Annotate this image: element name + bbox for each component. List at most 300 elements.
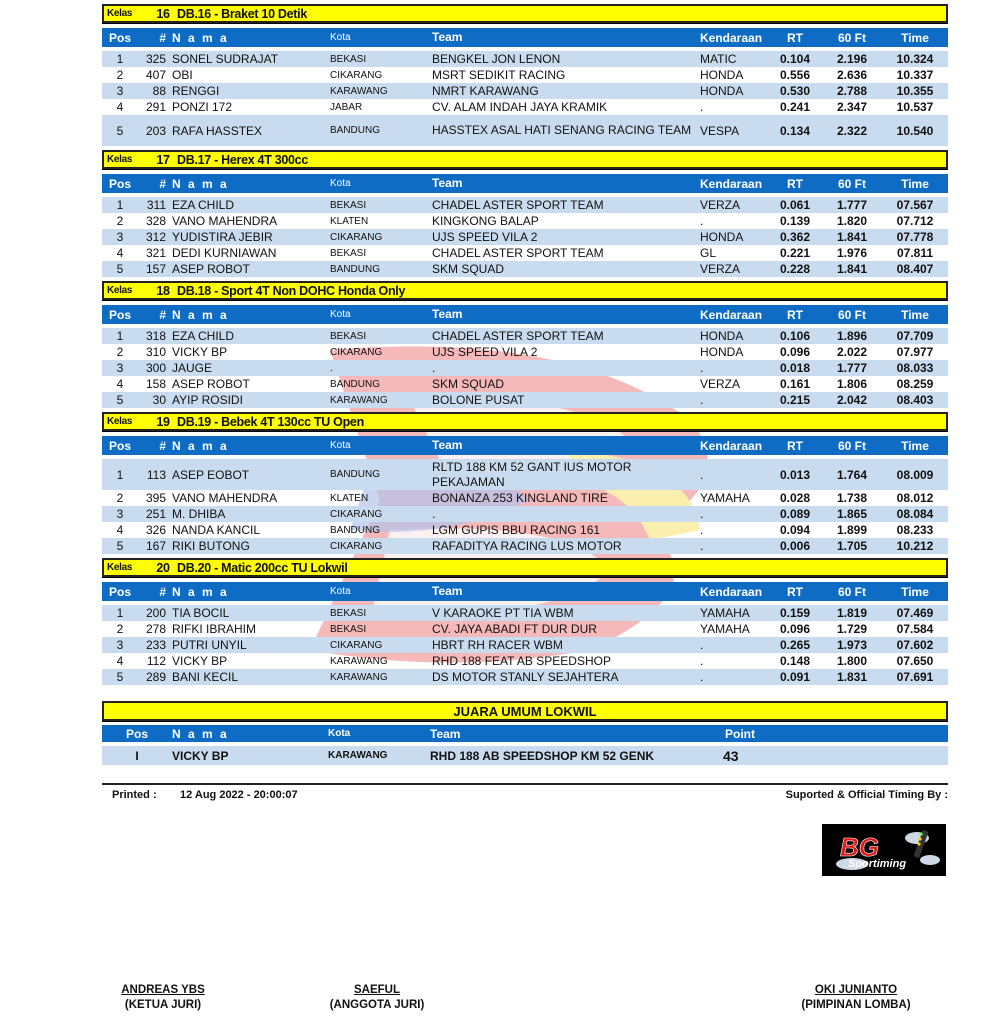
cell-pos: 5 — [116, 123, 124, 138]
cell-kendaraan: HONDA — [700, 68, 744, 82]
kelas-bar — [102, 412, 948, 431]
cell-rt: 0.091 — [779, 670, 811, 684]
table-row — [102, 360, 948, 376]
cell-rt: 0.013 — [779, 467, 811, 482]
cell-kendaraan: GL — [700, 246, 717, 260]
cell-rt: 0.028 — [779, 491, 811, 505]
cell-pos: 2 — [116, 214, 124, 228]
cell-nama: VANO MAHENDRA — [172, 214, 278, 228]
cell-no: 167 — [145, 539, 166, 553]
cell-nama: VICKY BP — [172, 654, 228, 668]
cell-no: 88 — [152, 84, 166, 98]
cell-kota: BANDUNG — [330, 125, 381, 136]
column-header-rt: RT — [787, 584, 803, 599]
column-header-team: Team — [432, 438, 463, 452]
column-header-team: Team — [432, 307, 463, 321]
cell-team: . — [432, 360, 436, 375]
cell-nama: EZA CHILD — [172, 329, 235, 343]
cell-team: RLTD 188 KM 52 GANT IUS MOTOR PEKAJAMAN — [432, 459, 632, 489]
table-header — [102, 436, 948, 455]
cell-nama: JAUGE — [172, 361, 213, 375]
cell-kota: CIKARANG — [330, 346, 383, 358]
table-row — [102, 637, 948, 653]
cell-time: 08.407 — [896, 262, 934, 276]
cell-rt: 0.215 — [779, 393, 811, 407]
column-header-kendaraan: Kendaraan — [700, 30, 763, 45]
juara-row — [102, 746, 948, 765]
cell-nama: YUDISTIRA JEBIR — [172, 230, 273, 244]
kelas-bar — [102, 150, 948, 169]
cell-kota: KARAWANG — [330, 394, 388, 406]
table-body — [102, 605, 948, 685]
table-row — [102, 261, 948, 277]
cell-ft60: 1.841 — [836, 230, 868, 244]
table-row — [102, 621, 948, 637]
table-row — [102, 197, 948, 213]
cell-kota: BANDUNG — [330, 263, 381, 275]
cell-time: 08.233 — [896, 523, 934, 537]
cell-no: 278 — [145, 622, 166, 636]
table-row — [102, 506, 948, 522]
juara-cell-kota: KARAWANG — [328, 750, 388, 761]
table-body — [102, 197, 948, 277]
cell-kendaraan: VERZA — [700, 198, 741, 212]
cell-team: V KARAOKE PT TIA WBM — [432, 605, 574, 620]
column-header-kendaraan: Kendaraan — [700, 176, 763, 191]
table-row — [102, 653, 948, 669]
column-header-nama: N a m a — [172, 30, 229, 45]
cell-pos: 1 — [116, 52, 124, 66]
cell-ft60: 1.973 — [836, 638, 868, 652]
cell-nama: AYIP ROSIDI — [172, 393, 243, 407]
cell-team: SKM SQUAD — [432, 376, 505, 391]
cell-rt: 0.096 — [779, 622, 811, 636]
cell-ft60: 1.831 — [836, 670, 868, 684]
cell-no: 289 — [145, 670, 166, 684]
cell-pos: 2 — [116, 622, 124, 636]
table-row — [102, 490, 948, 506]
cell-time: 07.691 — [896, 670, 934, 684]
cell-pos: 2 — [116, 345, 124, 359]
cell-rt: 0.006 — [779, 539, 811, 553]
juara-cell-team: RHD 188 AB SPEEDSHOP KM 52 GENK — [430, 748, 655, 763]
cell-kendaraan: . — [700, 638, 704, 652]
cell-kota: KARAWANG — [330, 85, 388, 97]
column-header-nama: N a m a — [172, 176, 229, 191]
cell-rt: 0.094 — [779, 523, 811, 537]
cell-time: 10.337 — [896, 68, 934, 82]
cell-pos: 2 — [116, 68, 124, 82]
cell-team: CHADEL ASTER SPORT TEAM — [432, 197, 604, 212]
column-header-time: Time — [901, 176, 929, 191]
cell-kota: BEKASI — [330, 607, 367, 619]
cell-kota: BEKASI — [330, 199, 367, 211]
cell-time: 10.355 — [896, 84, 934, 98]
cell-team: RAFADITYA RACING LUS MOTOR — [432, 538, 622, 553]
cell-rt: 0.159 — [779, 606, 811, 620]
cell-ft60: 2.042 — [836, 393, 868, 407]
column-header-ft60: 60 Ft — [837, 307, 866, 322]
table-row — [102, 245, 948, 261]
column-header-rt: RT — [787, 438, 803, 453]
column-header-kendaraan: Kendaraan — [700, 307, 763, 322]
kelas-label: Kelas — [107, 562, 133, 573]
cell-team: DS MOTOR STANLY SEJAHTERA — [432, 669, 619, 684]
cell-nama: M. DHIBA — [172, 507, 226, 521]
signature-role: (KETUA JURI) — [124, 999, 202, 1011]
column-header-pos: Pos — [108, 30, 131, 45]
cell-nama: VANO MAHENDRA — [172, 491, 278, 505]
column-header-team: Team — [432, 176, 463, 190]
table-row — [102, 328, 948, 344]
kelas-label: Kelas — [107, 285, 133, 296]
cell-ft60: 1.738 — [836, 491, 868, 505]
cell-team: BENGKEL JON LENON — [432, 51, 561, 66]
column-header-rt: RT — [787, 307, 803, 322]
bg-sportiming-logo-icon — [822, 824, 946, 876]
cell-time: 07.709 — [896, 329, 934, 343]
kelas-number: 16 — [156, 6, 170, 21]
cell-no: 321 — [145, 246, 166, 260]
cell-team: CV. JAYA ABADI FT DUR DUR — [432, 621, 597, 636]
cell-team: HASSTEX ASAL HATI SENANG RACING TEAM — [432, 123, 692, 137]
cell-no: 251 — [145, 507, 166, 521]
cell-pos: 4 — [116, 377, 124, 391]
cell-team: CHADEL ASTER SPORT TEAM — [432, 328, 604, 343]
cell-kota: CIKARANG — [330, 540, 383, 552]
cell-nama: PONZI 172 — [172, 100, 233, 114]
column-header-ft60: 60 Ft — [837, 438, 866, 453]
column-header-time: Time — [901, 584, 929, 599]
table-row — [102, 392, 948, 408]
cell-kendaraan: HONDA — [700, 329, 744, 343]
cell-pos: 1 — [116, 198, 124, 212]
kelas-label: Kelas — [107, 154, 133, 165]
cell-kota: KARAWANG — [330, 655, 388, 667]
column-header-kendaraan: Kendaraan — [700, 438, 763, 453]
table-row — [102, 459, 948, 490]
cell-rt: 0.530 — [779, 84, 811, 98]
cell-ft60: 1.819 — [836, 606, 868, 620]
column-header-ft60: 60 Ft — [837, 584, 866, 599]
cell-ft60: 1.729 — [836, 622, 868, 636]
cell-kota: CIKARANG — [330, 231, 383, 243]
cell-kendaraan: . — [700, 467, 704, 482]
cell-team: HBRT RH RACER WBM — [432, 637, 563, 652]
cell-no: 311 — [146, 198, 166, 212]
cell-time: 08.012 — [896, 491, 934, 505]
cell-team: UJS SPEED VILA 2 — [432, 229, 538, 244]
column-header-no: # — [159, 438, 166, 453]
kelas-number: 20 — [156, 560, 170, 575]
table-row — [102, 522, 948, 538]
cell-kendaraan: VESPA — [700, 123, 740, 138]
cell-kendaraan: . — [700, 654, 704, 668]
cell-time: 07.977 — [896, 345, 934, 359]
cell-pos: 4 — [116, 523, 124, 537]
cell-nama: RIFKI IBRAHIM — [172, 622, 257, 636]
cell-rt: 0.139 — [779, 214, 811, 228]
cell-ft60: 1.800 — [836, 654, 868, 668]
juara-column-point: Point — [725, 726, 755, 741]
juara-umum-title: JUARA UMUM LOKWIL — [102, 701, 948, 721]
class-section-20 — [102, 558, 948, 685]
cell-kota: CIKARANG — [330, 508, 383, 520]
cell-no: 325 — [145, 52, 166, 66]
cell-kendaraan: HONDA — [700, 230, 744, 244]
table-body — [102, 328, 948, 408]
cell-pos: 4 — [116, 654, 124, 668]
column-header-no: # — [159, 584, 166, 599]
table-row — [102, 83, 948, 99]
cell-time: 07.811 — [896, 246, 934, 260]
cell-kendaraan: HONDA — [700, 345, 744, 359]
cell-team: KINGKONG BALAP — [432, 213, 539, 228]
cell-rt: 0.089 — [779, 507, 811, 521]
cell-no: 30 — [152, 393, 166, 407]
cell-team: UJS SPEED VILA 2 — [432, 344, 538, 359]
cell-no: 300 — [145, 361, 166, 375]
results-document — [102, 4, 948, 801]
cell-team: BOLONE PUSAT — [432, 392, 525, 407]
cell-team: NMRT KARAWANG — [432, 83, 539, 98]
column-header-time: Time — [901, 30, 929, 45]
table-row — [102, 376, 948, 392]
column-header-nama: N a m a — [172, 438, 229, 453]
kelas-label: Kelas — [107, 416, 133, 427]
table-row — [102, 605, 948, 621]
footer-line — [102, 789, 948, 801]
cell-pos: 3 — [116, 361, 124, 375]
column-header-kota: Kota — [330, 178, 351, 189]
column-header-nama: N a m a — [172, 307, 229, 322]
table-row — [102, 99, 948, 115]
logo-main-text: BG — [840, 832, 879, 862]
column-header-nama: N a m a — [172, 584, 229, 599]
cell-team: MSRT SEDIKIT RACING — [432, 67, 566, 82]
column-header-time: Time — [901, 438, 929, 453]
cell-kota: KLATEN — [330, 215, 369, 227]
cell-kota: BANDUNG — [330, 378, 381, 390]
column-header-kota: Kota — [330, 32, 351, 43]
cell-kota: BEKASI — [330, 623, 367, 635]
cell-ft60: 1.806 — [836, 377, 868, 391]
cell-time: 07.602 — [896, 638, 934, 652]
cell-no: 233 — [145, 638, 166, 652]
signature-pimpinan-lomba — [790, 983, 922, 1013]
cell-ft60: 2.322 — [836, 123, 868, 138]
logo-sub-text: Sportiming — [848, 858, 907, 870]
cell-pos: 4 — [116, 246, 124, 260]
cell-team: RHD 188 FEAT AB SPEEDSHOP — [432, 653, 611, 668]
cell-no: 395 — [145, 491, 166, 505]
cell-nama: ASEP ROBOT — [172, 262, 250, 276]
cell-pos: 3 — [116, 230, 124, 244]
juara-table-header — [102, 725, 948, 742]
cell-ft60: 1.705 — [836, 539, 868, 553]
cell-no: 112 — [146, 654, 166, 668]
column-header-ft60: 60 Ft — [837, 176, 866, 191]
table-header — [102, 28, 948, 47]
table-header — [102, 305, 948, 324]
cell-nama: DEDI KURNIAWAN — [172, 246, 277, 260]
support-text: Suported & Official Timing By : — [785, 789, 948, 801]
cell-ft60: 2.347 — [836, 100, 868, 114]
cell-nama: NANDA KANCIL — [172, 523, 261, 537]
cell-pos: 5 — [116, 670, 124, 684]
column-header-pos: Pos — [108, 307, 131, 322]
cell-rt: 0.104 — [779, 52, 811, 66]
signature-name: OKI JUNIANTO — [814, 984, 898, 996]
cell-nama: RIKI BUTONG — [172, 539, 250, 553]
table-row — [102, 213, 948, 229]
cell-time: 07.712 — [896, 214, 934, 228]
juara-column-kota: Kota — [328, 728, 351, 739]
cell-no: 157 — [145, 262, 166, 276]
cell-ft60: 1.976 — [836, 246, 868, 260]
table-body — [102, 51, 948, 146]
column-header-team: Team — [432, 30, 463, 44]
cell-ft60: 1.820 — [836, 214, 868, 228]
cell-rt: 0.161 — [779, 377, 811, 391]
column-header-ft60: 60 Ft — [837, 30, 866, 45]
cell-kendaraan: YAMAHA — [700, 491, 750, 505]
cell-no: 312 — [145, 230, 166, 244]
cell-nama: PUTRI UNYIL — [172, 638, 247, 652]
cell-nama: TIA BOCIL — [172, 606, 230, 620]
cell-ft60: 1.841 — [836, 262, 868, 276]
footer-divider — [102, 783, 948, 785]
cell-time: 10.324 — [896, 52, 934, 66]
cell-rt: 0.265 — [779, 638, 811, 652]
cell-team: LGM GUPIS BBU RACING 161 — [432, 522, 601, 537]
cell-time: 08.084 — [896, 507, 934, 521]
cell-ft60: 2.022 — [836, 345, 868, 359]
column-header-no: # — [159, 307, 166, 322]
kelas-title: DB.19 - Bebek 4T 130cc TU Open — [177, 414, 364, 429]
signature-anggota-juri — [317, 983, 437, 1013]
cell-rt: 0.221 — [779, 246, 811, 260]
column-header-kota: Kota — [330, 586, 351, 597]
cell-kendaraan: VERZA — [700, 377, 741, 391]
cell-time: 08.259 — [896, 377, 934, 391]
cell-time: 07.469 — [896, 606, 934, 620]
kelas-bar — [102, 4, 948, 23]
cell-ft60: 1.896 — [836, 329, 868, 343]
cell-kendaraan: . — [700, 393, 704, 407]
column-header-team: Team — [432, 584, 463, 598]
cell-time: 10.540 — [896, 123, 934, 138]
kelas-title: DB.18 - Sport 4T Non DOHC Honda Only — [177, 283, 406, 298]
cell-rt: 0.362 — [779, 230, 811, 244]
cell-pos: 1 — [116, 329, 124, 343]
cell-rt: 0.228 — [779, 262, 811, 276]
cell-team: . — [432, 506, 436, 521]
cell-pos: 3 — [116, 638, 124, 652]
printed-info — [102, 789, 298, 801]
cell-rt: 0.096 — [779, 345, 811, 359]
cell-nama: RAFA HASSTEX — [172, 123, 263, 138]
kelas-bar — [102, 281, 948, 300]
juara-column-nama: N a m a — [172, 726, 229, 741]
kelas-title: DB.20 - Matic 200cc TU Lokwil — [177, 560, 348, 575]
cell-time: 10.537 — [896, 100, 934, 114]
cell-pos: 2 — [116, 491, 124, 505]
cell-ft60: 1.899 — [836, 523, 868, 537]
column-header-pos: Pos — [108, 438, 131, 453]
cell-kendaraan: . — [700, 214, 704, 228]
cell-pos: 5 — [116, 539, 124, 553]
signature-name: SAEFUL — [354, 984, 400, 996]
class-section-18 — [102, 281, 948, 408]
cell-rt: 0.018 — [779, 361, 811, 375]
juara-cell-pos: I — [135, 748, 139, 763]
cell-pos: 1 — [116, 467, 124, 482]
cell-kota: CIKARANG — [330, 639, 383, 651]
cell-time: 08.403 — [896, 393, 934, 407]
cell-kota: BEKASI — [330, 53, 367, 65]
cell-no: 113 — [146, 467, 166, 482]
cell-nama: ASEP ROBOT — [172, 377, 250, 391]
cell-rt: 0.134 — [779, 123, 811, 138]
cell-no: 318 — [145, 329, 166, 343]
cell-kendaraan: . — [700, 523, 704, 537]
cell-rt: 0.106 — [779, 329, 811, 343]
cell-no: 328 — [145, 214, 166, 228]
juara-column-team: Team — [430, 726, 461, 741]
cell-pos: 5 — [116, 393, 124, 407]
cell-kendaraan: . — [700, 361, 704, 375]
cell-nama: BANI KECIL — [172, 670, 239, 684]
kelas-number: 17 — [156, 152, 170, 167]
cell-ft60: 1.865 — [836, 507, 868, 521]
signature-ketua-juri — [102, 983, 224, 1013]
signature-role: (PIMPINAN LOMBA) — [801, 999, 911, 1011]
cell-team: SKM SQUAD — [432, 261, 505, 276]
table-row — [102, 51, 948, 67]
cell-kendaraan: . — [700, 539, 704, 553]
cell-no: 200 — [145, 606, 166, 620]
cell-nama: SONEL SUDRAJAT — [172, 52, 279, 66]
kelas-number: 19 — [156, 414, 170, 429]
class-section-17 — [102, 150, 948, 277]
table-row — [102, 344, 948, 360]
cell-team: CV. ALAM INDAH JAYA KRAMIK — [432, 99, 608, 114]
cell-time: 07.778 — [896, 230, 934, 244]
printed-label: Printed : — [112, 789, 157, 801]
cell-no: 310 — [145, 345, 166, 359]
column-header-rt: RT — [787, 176, 803, 191]
column-header-kota: Kota — [330, 440, 351, 451]
cell-kota: BEKASI — [330, 247, 367, 259]
cell-kota: BEKASI — [330, 330, 367, 342]
cell-nama: ASEP EOBOT — [172, 467, 250, 482]
column-header-no: # — [159, 30, 166, 45]
cell-nama: RENGGI — [172, 84, 220, 98]
cell-rt: 0.061 — [779, 198, 811, 212]
cell-ft60: 2.636 — [836, 68, 868, 82]
cell-ft60: 1.764 — [836, 467, 868, 482]
cell-ft60: 1.777 — [836, 361, 868, 375]
column-header-pos: Pos — [108, 584, 131, 599]
kelas-title: DB.16 - Braket 10 Detik — [177, 6, 307, 21]
cell-no: 407 — [145, 68, 166, 82]
column-header-kendaraan: Kendaraan — [700, 584, 763, 599]
cell-time: 10.212 — [896, 539, 934, 553]
cell-ft60: 1.777 — [836, 198, 868, 212]
cell-kendaraan: . — [700, 100, 704, 114]
column-header-pos: Pos — [108, 176, 131, 191]
